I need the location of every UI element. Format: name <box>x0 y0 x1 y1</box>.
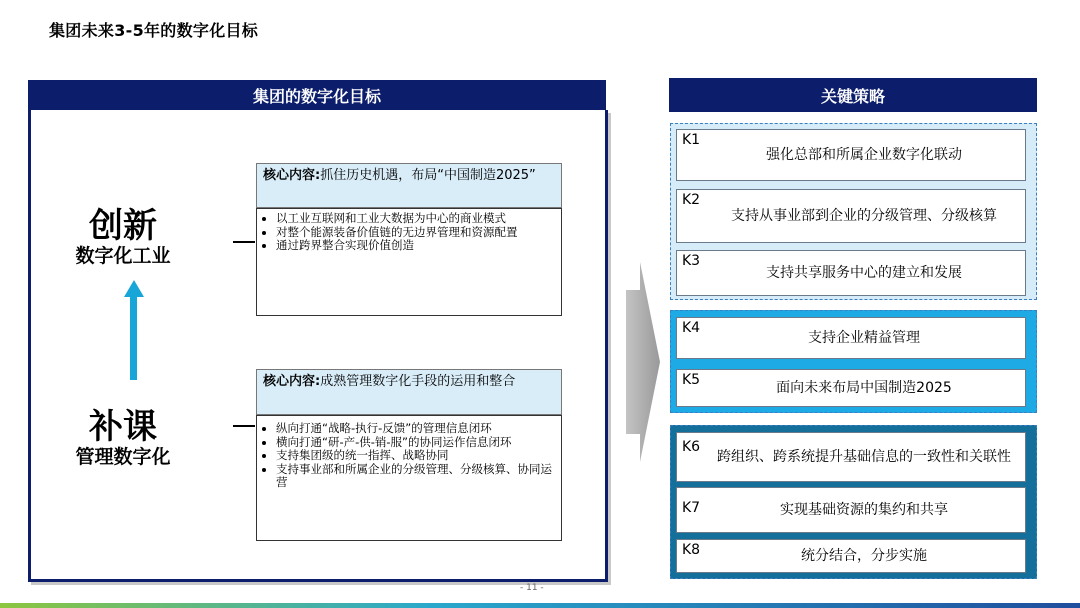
strategy-k3 <box>676 250 1026 296</box>
core-text: 抓住历史机遇，布局“中国制造2025” <box>320 168 536 183</box>
strategy-text: 跨组织、跨系统提升基础信息的一致性和关联性 <box>717 449 1011 465</box>
strategy-k1 <box>676 129 1026 181</box>
core-content-2-header <box>256 369 562 415</box>
strategy-id: K7 <box>682 500 701 516</box>
core-label: 核心内容: <box>263 374 321 389</box>
strategy-text: 统分结合，分步实施 <box>801 548 927 564</box>
core-text: 成熟管理数字化手段的运用和整合 <box>320 374 516 389</box>
core-content-1-body <box>256 208 562 316</box>
page-title: 集团未来3-5年的数字化目标 <box>49 21 259 40</box>
strategy-text: 面向未来布局中国制造2025 <box>776 380 952 396</box>
strategy-id: K4 <box>682 320 701 336</box>
bullet-list <box>262 212 556 253</box>
core-content-1-header <box>256 163 562 208</box>
bullet-list <box>262 422 556 490</box>
strategy-text: 实现基础资源的集约和共享 <box>780 502 948 518</box>
strategy-k5 <box>676 369 1026 407</box>
footer-gradient-bar <box>0 603 1080 608</box>
bullet-item: • 横向打通“研-产-供-销-服”的协同运作信息闭环 <box>276 436 556 450</box>
core-content-2-body <box>256 415 562 541</box>
bullet-item: • 支持集团级的统一指挥、战略协同 <box>276 449 556 463</box>
strategies-header: 关键策略 <box>669 78 1037 112</box>
strategy-id: K8 <box>682 542 701 558</box>
strategy-id: K1 <box>682 132 701 148</box>
strategy-k6 <box>676 432 1026 482</box>
remediation-title: 补课 <box>89 407 157 447</box>
strategy-text: 强化总部和所属企业数字化联动 <box>766 147 962 163</box>
strategy-k8 <box>676 539 1026 573</box>
core-label: 核心内容: <box>263 168 321 183</box>
strategy-id: K3 <box>682 253 701 269</box>
bullet-item: • 纵向打通“战略-执行-反馈”的管理信息闭环 <box>276 422 556 436</box>
strategy-id: K6 <box>682 439 701 455</box>
page-number: - 11 - <box>520 583 544 593</box>
connector-line <box>233 425 255 427</box>
remediation-subtitle: 管理数字化 <box>75 446 171 468</box>
innovation-subtitle: 数字化工业 <box>75 245 171 267</box>
strategy-k7 <box>676 487 1026 533</box>
strategy-k2 <box>676 189 1026 243</box>
strategy-text: 支持共享服务中心的建立和发展 <box>766 265 962 281</box>
up-arrow-icon <box>124 280 144 297</box>
strategy-k4 <box>676 317 1026 359</box>
bullet-item: • 支持事业部和所属企业的分级管理、分级核算、协同运营 <box>276 463 556 490</box>
chevron-right-icon <box>626 262 660 462</box>
strategy-text: 支持企业精益管理 <box>808 330 920 346</box>
goals-header: 集团的数字化目标 <box>28 80 606 111</box>
bullet-item: • 对整个能源装备价值链的无边界管理和资源配置 <box>276 226 556 240</box>
bullet-item: • 通过跨界整合实现价值创造 <box>276 239 556 253</box>
strategy-id: K5 <box>682 372 701 388</box>
up-arrow-shaft <box>130 296 137 380</box>
innovation-title: 创新 <box>89 206 157 246</box>
strategy-text: 支持从事业部到企业的分级管理、分级核算 <box>731 208 997 224</box>
strategy-id: K2 <box>682 192 701 208</box>
bullet-item: • 以工业互联网和工业大数据为中心的商业模式 <box>276 212 556 226</box>
connector-line <box>233 241 255 243</box>
